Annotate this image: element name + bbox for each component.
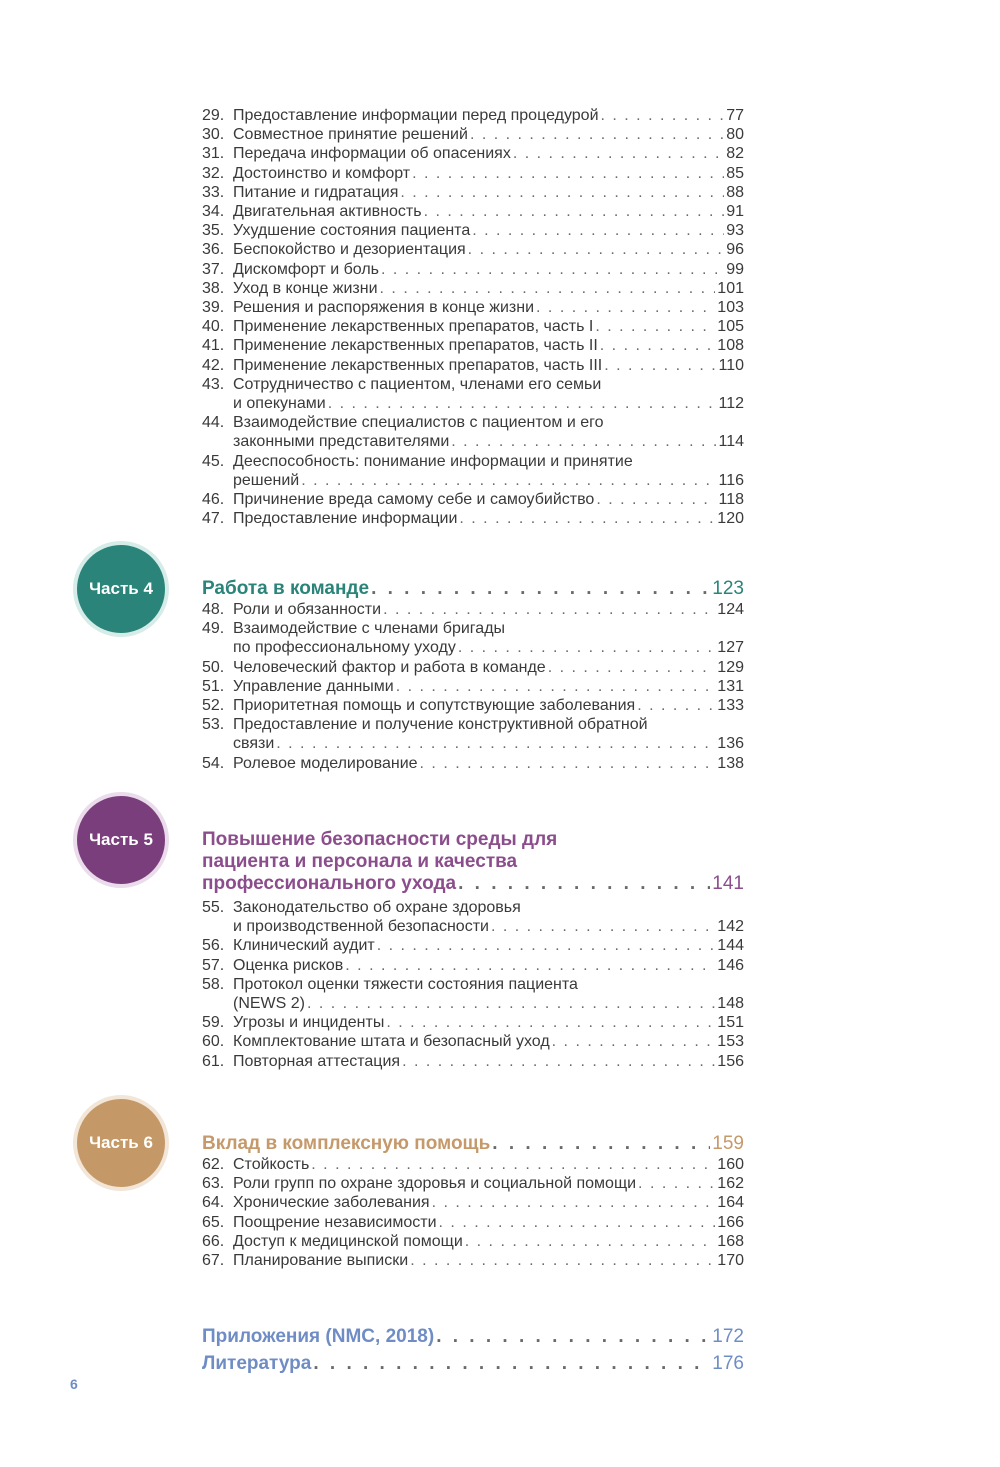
toc-entry[interactable]: 36. Беспокойство и дезориентация . . . 96: [202, 240, 744, 259]
toc-entry[interactable]: 50. Человеческий фактор и работа в команде . . . 129: [202, 658, 744, 677]
toc-entry[interactable]: 31. Передача информации об опасениях . . . 82: [202, 144, 744, 163]
toc-part6: [202, 1133, 744, 1270]
toc-entry[interactable]: 46. Причинение вреда самому себе и самоубийство . . . 118: [202, 490, 744, 509]
toc-entry[interactable]: 64. Хронические заболевания . . . 164: [202, 1193, 744, 1212]
toc-entry[interactable]: 53. Предоставление и получение конструктивной обратной связи . . . 136: [202, 715, 744, 753]
toc-entry[interactable]: 30. Совместное принятие решений . . . 80: [202, 125, 744, 144]
toc-entry[interactable]: 38. Уход в конце жизни . . . 101: [202, 279, 744, 298]
toc-entry[interactable]: 47. Предоставление информации . . . 120: [202, 509, 744, 528]
toc-entry[interactable]: 41. Применение лекарственных препаратов, часть II . . . 108: [202, 336, 744, 355]
appendix-title[interactable]: Приложения (NMC, 2018) . . . 172: [202, 1326, 744, 1348]
toc-entry[interactable]: 34. Двигательная активность . . . 91: [202, 202, 744, 221]
toc-entry[interactable]: 61. Повторная аттестация . . . 156: [202, 1052, 744, 1071]
toc-entry[interactable]: 43. Сотрудничество с пациентом, членами его семьи и опекунами . . . 112: [202, 375, 744, 413]
toc-part3-list: [202, 106, 744, 528]
references-title[interactable]: Литература . . . 176: [202, 1353, 744, 1375]
toc-entry[interactable]: 55. Законодательство об охране здоровья и производственной безопасности . . . 142: [202, 898, 744, 936]
part5-title[interactable]: Повышение безопасности среды для пациента и персонала и качества профессионального ухода . . . 141: [202, 829, 744, 895]
page-number: 6: [70, 1376, 78, 1392]
toc-entry[interactable]: 40. Применение лекарственных препаратов, часть I . . . 105: [202, 317, 744, 336]
toc-entry[interactable]: 39. Решения и распоряжения в конце жизни . . . 103: [202, 298, 744, 317]
toc-entry[interactable]: 67. Планирование выписки . . . 170: [202, 1251, 744, 1270]
toc-entry[interactable]: 33. Питание и гидратация . . . 88: [202, 183, 744, 202]
toc-entry[interactable]: 29. Предоставление информации перед процедурой . . . 77: [202, 106, 744, 125]
toc-entry[interactable]: 49. Взаимодействие с членами бригады по профессиональному уходу . . . 127: [202, 619, 744, 657]
part4-title[interactable]: Работа в команде . . . 123: [202, 578, 744, 600]
toc-part4: [202, 578, 744, 773]
toc-entry[interactable]: 56. Клинический аудит . . . 144: [202, 936, 744, 955]
toc-entry[interactable]: 42. Применение лекарственных препаратов, часть III . . . 110: [202, 356, 744, 375]
toc-entry[interactable]: 58. Протокол оценки тяжести состояния пациента (NEWS 2) . . . 148: [202, 975, 744, 1013]
toc-entry[interactable]: 57. Оценка рисков . . . 146: [202, 956, 744, 975]
toc-entry[interactable]: 35. Ухудшение состояния пациента . . . 93: [202, 221, 744, 240]
part6-title[interactable]: Вклад в комплексную помощь . . . 159: [202, 1133, 744, 1155]
toc-entry[interactable]: 66. Доступ к медицинской помощи . . . 168: [202, 1232, 744, 1251]
part5-badge: Часть 5: [77, 796, 165, 884]
toc-entry[interactable]: 63. Роли групп по охране здоровья и социальной помощи . . . 162: [202, 1174, 744, 1193]
toc-entry[interactable]: 32. Достоинство и комфорт . . . 85: [202, 164, 744, 183]
toc-entry[interactable]: 54. Ролевое моделирование . . . 138: [202, 754, 744, 773]
toc-entry[interactable]: 52. Приоритетная помощь и сопутствующие заболевания . . . 133: [202, 696, 744, 715]
toc-entry[interactable]: 65. Поощрение независимости . . . 166: [202, 1213, 744, 1232]
toc-entry[interactable]: 59. Угрозы и инциденты . . . 151: [202, 1013, 744, 1032]
toc-appendix: [202, 1326, 744, 1375]
toc-entry[interactable]: 44. Взаимодействие специалистов с пациентом и его законными представителями . . . 114: [202, 413, 744, 451]
toc-entry[interactable]: 45. Дееспособность: понимание информации и принятие решений . . . 116: [202, 452, 744, 490]
toc-part5: [202, 829, 744, 1071]
toc-entry[interactable]: 48. Роли и обязанности . . . 124: [202, 600, 744, 619]
toc-entry[interactable]: 60. Комплектование штата и безопасный уход . . . 153: [202, 1032, 744, 1051]
toc-entry[interactable]: 51. Управление данными . . . 131: [202, 677, 744, 696]
part6-badge: Часть 6: [77, 1099, 165, 1187]
toc-entry[interactable]: 37. Дискомфорт и боль . . . 99: [202, 260, 744, 279]
part4-badge: Часть 4: [77, 545, 165, 633]
toc-entry[interactable]: 62. Стойкость . . . 160: [202, 1155, 744, 1174]
